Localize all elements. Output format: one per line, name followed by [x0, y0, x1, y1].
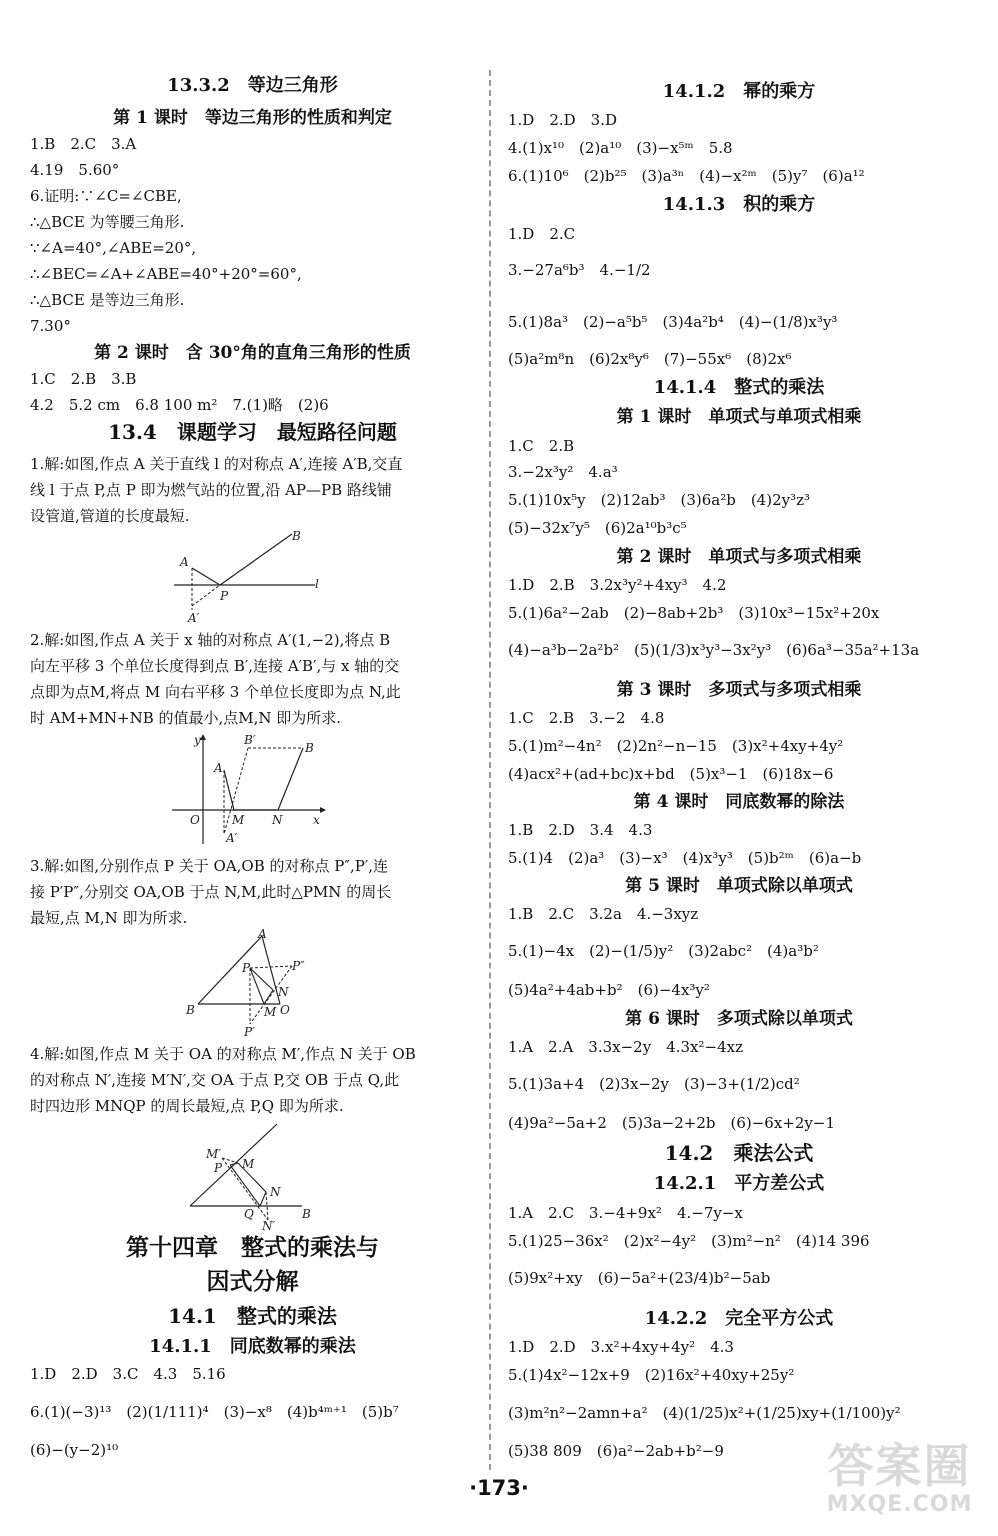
answer-line: 1.D 2.C [508, 225, 576, 243]
answer-line: 3.解:如图,分别作点 P 关于 OA,OB 的对称点 P″,P′,连 [30, 857, 389, 875]
watermark [812, 1440, 987, 1530]
fig4-label: P [214, 1161, 223, 1175]
section-heading: 13.4 课题学习 最短路径问题 [108, 420, 397, 444]
fig3-label: A [258, 928, 267, 941]
answer-line: 5.(1)m²−4n² (2)2n²−n−15 (3)x²+4xy+4y² [508, 737, 844, 755]
answer-line: 的对称点 N′,连接 M′N′,交 OA 于点 P,交 OB 于点 Q,此 [30, 1071, 400, 1089]
figure-4-quadrilateral-path [182, 1118, 312, 1232]
section-heading: 第 2 课时 单项式与多项式相乘 [616, 547, 862, 567]
fig2-label: N [272, 813, 283, 827]
section-heading: 第 4 课时 同底数幂的除法 [633, 792, 845, 812]
answer-line: (5)9x²+xy (6)−5a²+(23/4)b²−5ab [508, 1269, 771, 1287]
fig4-label: N [270, 1185, 281, 1199]
answer-line: ∴△BCE 是等边三角形. [30, 291, 185, 309]
fig2-label: B [305, 741, 314, 755]
fig3-label: N [278, 985, 289, 999]
answer-line: 最短,点 M,N 即为所求. [30, 909, 188, 927]
fig4-label: N′ [262, 1219, 276, 1232]
answer-line: 5.(1)−4x (2)−(1/5)y² (3)2abc² (4)a³b² [508, 942, 819, 960]
section-heading: 14.2.1 平方差公式 [653, 1173, 825, 1194]
answer-line: 6.(1)(−3)¹³ (2)(1/111)⁴ (3)−x⁸ (4)b⁴ᵐ⁺¹ (5)b⁷ [30, 1403, 399, 1421]
answer-line: 5.(1)10x⁵y (2)12ab³ (3)6a²b (4)2y³z³ [508, 491, 811, 509]
fig2-label: y [194, 733, 201, 747]
fig1-label: B [292, 529, 301, 543]
answer-line: ∴△BCE 为等腰三角形. [30, 213, 185, 231]
answer-line: 5.(1)25−36x² (2)x²−4y² (3)m²−n² (4)14 396 [508, 1232, 870, 1250]
answer-line: 接 P′P″,分别交 OA,OB 于点 N,M,此时△PMN 的周长 [30, 883, 392, 901]
section-heading: 第 3 课时 多项式与多项式相乘 [616, 680, 862, 700]
answer-line: 1.解:如图,作点 A 关于直线 l 的对称点 A′,连接 A′B,交直 [30, 455, 403, 473]
answer-line: 1.D 2.D 3.D [508, 111, 618, 129]
answer-line: 1.A 2.A 3.3x−2y 4.3x²−4xz [508, 1038, 743, 1056]
answer-line: 向左平移 3 个单位长度得到点 B′,连接 A′B′,与 x 轴的交 [30, 657, 400, 675]
answer-line: 1.D 2.D 3.C 4.3 5.16 [30, 1365, 226, 1383]
answer-line: (6)−(y−2)¹⁰ [30, 1441, 119, 1459]
section-heading: 第 2 课时 含 30°角的直角三角形的性质 [94, 343, 411, 363]
fig4-label: Q [244, 1207, 254, 1221]
answer-line: 1.C 2.B 3.B [30, 370, 137, 388]
answer-line: 5.(1)3a+4 (2)3x−2y (3)−3+(1/2)cd² [508, 1075, 800, 1093]
section-heading: 13.3.2 等边三角形 [167, 75, 338, 96]
answer-line: 1.D 2.B 3.2x³y²+4xy³ 4.2 [508, 576, 727, 594]
page-number: ·173· [469, 1476, 529, 1500]
answer-line: (4)acx²+(ad+bc)x+bd (5)x³−1 (6)18x−6 [508, 765, 834, 783]
section-heading: 14.1 整式的乘法 [168, 1304, 337, 1328]
answer-line: (3)m²n²−2amn+a² (4)(1/25)x²+(1/25)xy+(1/100)y² [508, 1404, 901, 1422]
answer-line: 3.−27a⁶b³ 4.−1/2 [508, 261, 651, 279]
answer-line: (4)−a³b−2a²b² (5)(1/3)x³y³−3x²y³ (6)6a³−35a²+13a [508, 641, 920, 659]
figure-3-triangle-reflection [180, 928, 320, 1040]
fig4-label: M′ [206, 1147, 222, 1161]
answer-line: 7.30° [30, 317, 71, 335]
fig2-label: O [190, 813, 200, 827]
answer-line: 5.(1)4x²−12x+9 (2)16x²+40xy+25y² [508, 1366, 795, 1384]
fig1-label: P [220, 589, 229, 603]
section-heading: 第 1 课时 单项式与单项式相乘 [616, 407, 862, 427]
answer-line: (4)9a²−5a+2 (5)3a−2+2b (6)−6x+2y−1 [508, 1114, 835, 1132]
answer-line: 4.(1)x¹⁰ (2)a¹⁰ (3)−x⁵ᵐ 5.8 [508, 139, 733, 157]
section-heading: 14.1.2 幂的乘方 [662, 81, 816, 102]
answer-line: 1.A 2.C 3.−4+9x² 4.−7y−x [508, 1204, 743, 1222]
fig2-label: A [214, 761, 223, 775]
answer-line: ∵∠A=40°,∠ABE=20°, [30, 239, 197, 257]
answer-line: (5)38 809 (6)a²−2ab+b²−9 [508, 1442, 724, 1460]
fig1-label: A′ [188, 611, 200, 624]
answer-line: 5.(1)8a³ (2)−a⁵b⁵ (3)4a²b⁴ (4)−(1/8)x³y³ [508, 313, 838, 331]
answer-line: 4.解:如图,作点 M 关于 OA 的对称点 M′,作点 N 关于 OB [30, 1045, 416, 1063]
figure-2-coordinate-plane [168, 730, 330, 848]
answer-line: 1.C 2.B 3.−2 4.8 [508, 709, 665, 727]
answer-line: 5.(1)6a²−2ab (2)−8ab+2b³ (3)10x³−15x²+20x [508, 604, 880, 622]
section-heading: 14.1.3 积的乘方 [662, 194, 816, 215]
section-heading: 14.1.1 同底数幂的乘法 [149, 1336, 356, 1357]
section-heading: 第 1 课时 等边三角形的性质和判定 [113, 108, 392, 128]
answer-line: 线 l 于点 P,点 P 即为燃气站的位置,沿 AP—PB 路线铺 [30, 481, 392, 499]
fig2-label: B′ [244, 733, 256, 747]
figure-1-reflection-line [170, 528, 330, 624]
fig3-label: O [280, 1003, 290, 1017]
answer-line: (5)4a²+4ab+b² (6)−4x³y² [508, 981, 710, 999]
answer-line: 3.−2x³y² 4.a³ [508, 463, 618, 481]
watermark-text: 答案圈 [827, 1439, 972, 1493]
answer-line: 1.D 2.D 3.x²+4xy+4y² 4.3 [508, 1338, 734, 1356]
section-heading: 14.1.4 整式的乘法 [653, 377, 825, 398]
answer-line: 1.B 2.D 3.4 4.3 [508, 821, 653, 839]
fig3-label: M [264, 1005, 277, 1019]
watermark-url: MXQE.COM [826, 1492, 973, 1517]
answer-line: 1.B 2.C 3.2a 4.−3xyz [508, 905, 699, 923]
fig3-label: P′ [244, 1025, 255, 1039]
answer-line: (5)−32x⁷y⁵ (6)2a¹⁰b³c⁵ [508, 519, 687, 537]
section-heading: 14.2.2 完全平方公式 [644, 1308, 834, 1329]
column-divider [489, 70, 491, 1470]
answer-line: 6.证明:∵∠C=∠CBE, [30, 187, 182, 205]
answer-line: 6.(1)10⁶ (2)b²⁵ (3)a³ⁿ (4)−x²ᵐ (5)y⁷ (6)a¹² [508, 167, 865, 185]
section-heading: 因式分解 [206, 1268, 299, 1295]
answer-line: 1.B 2.C 3.A [30, 135, 137, 153]
answer-line: 设管道,管道的长度最短. [30, 507, 190, 525]
answer-line: (5)a²m⁸n (6)2x⁸y⁶ (7)−55x⁶ (8)2x⁶ [508, 350, 792, 368]
fig2-label: A′ [226, 831, 238, 845]
fig3-label: P″ [292, 959, 305, 973]
answer-line: 时 AM+MN+NB 的值最小,点M,N 即为所求. [30, 709, 342, 727]
fig1-label: A [180, 555, 189, 569]
fig2-label: x [313, 813, 320, 827]
section-heading: 第十四章 整式的乘法与 [126, 1234, 379, 1261]
fig1-label: l [315, 577, 319, 591]
fig3-label: B [186, 1003, 195, 1017]
answer-line: 2.解:如图,作点 A 关于 x 轴的对称点 A′(1,−2),将点 B [30, 631, 391, 649]
answer-line: 5.(1)4 (2)a³ (3)−x³ (4)x³y³ (5)b²ᵐ (6)a−b [508, 849, 862, 867]
answer-line: 点即为点M,将点 M 向右平移 3 个单位长度即为点 N,此 [30, 683, 401, 701]
fig4-label: B [302, 1207, 311, 1221]
answer-line: 时四边形 MNQP 的周长最短,点 P,Q 即为所求. [30, 1097, 344, 1115]
answer-line: 4.2 5.2 cm 6.8 100 m² 7.(1)略 (2)6 [30, 396, 329, 414]
fig4-label: M [242, 1157, 255, 1171]
section-heading: 第 6 课时 多项式除以单项式 [625, 1009, 853, 1029]
answer-line: 1.C 2.B [508, 437, 575, 455]
fig3-label: P [242, 961, 251, 975]
section-heading: 第 5 课时 单项式除以单项式 [625, 876, 853, 896]
fig2-label: M [232, 813, 245, 827]
section-heading: 14.2 乘法公式 [664, 1141, 814, 1165]
answer-line: ∴∠BEC=∠A+∠ABE=40°+20°=60°, [30, 265, 302, 283]
answer-line: 4.19 5.60° [30, 161, 120, 179]
